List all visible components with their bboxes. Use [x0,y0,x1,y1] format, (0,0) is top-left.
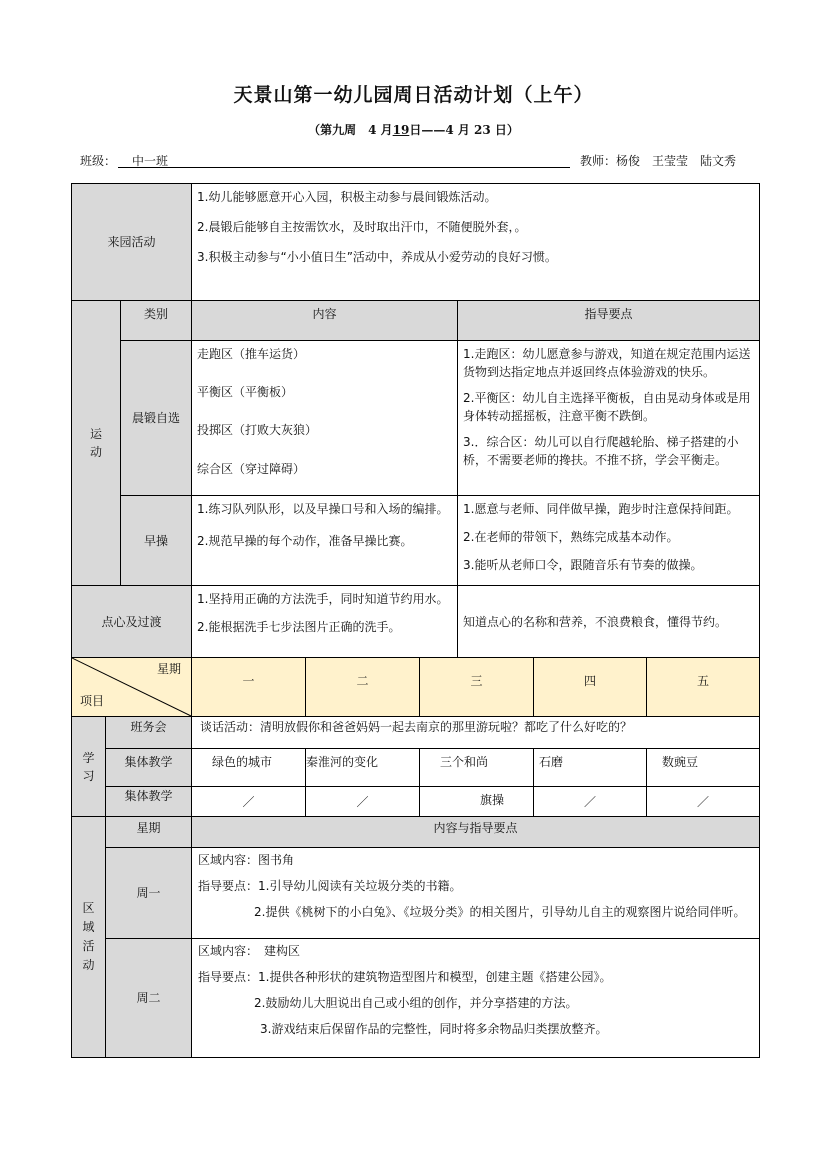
item-header: 项目 [80,694,105,708]
day-friday: 五 [647,658,760,717]
day-thursday: 四 [534,658,647,717]
snack-content [192,586,458,658]
morning-guide-item: 1.走跑区：幼儿愿意参与游戏，知道在规定范围内运送货物到达指定地点并返回终点体验游戏的快乐。 [463,347,751,379]
morning-content [192,341,458,496]
morning-guide-item: 2.平衡区：幼儿自主选择平衡板，自由晃动身体或是用身体转动摇摇板，注意平衡不跌倒。 [463,391,751,423]
study-label [72,717,106,817]
group-teaching-cell: 绿色的城市 [192,749,306,787]
weekday-header: 星期 [157,662,182,676]
plan-table [71,183,760,1058]
day-tuesday: 二 [306,658,420,717]
teacher-line [580,152,736,169]
morning-item: 投掷区（打败大灰狼） [197,423,318,438]
study-label-2: 习 [82,768,95,783]
day-wednesday: 三 [420,658,534,717]
area-monday-line: 2.提供《桃树下的小白兔》、《垃圾分类》的相关图片，引导幼儿自主的观察图片说给同伴听。 [254,905,746,919]
area-tuesday-line: 2.鼓励幼儿大胆说出自己或小组的创作，并分享搭建的方法。 [254,996,578,1010]
area-monday-label: 周一 [106,848,192,939]
group-teaching-label: 集体教学 [106,749,192,787]
area-monday-line: 指导要点：1.引导幼儿阅读有关垃圾分类的书籍。 [198,879,462,893]
exercise-item: 1.练习队列队形，以及早操口号和入场的编排。 [197,502,449,516]
class-label: 班级： [80,154,117,168]
area-tuesday-line: 指导要点：1.提供各种形状的建筑物造型图片和模型，创建主题《搭建公园》。 [198,970,612,984]
arrival-content [192,184,760,301]
morning-guide [458,341,760,496]
exercise-guide-item: 3.能听从老师口令，跟随音乐有节奏的做操。 [463,558,703,572]
area-content-header: 内容与指导要点 [192,817,760,848]
group-teaching-cell: 数豌豆 [647,749,760,787]
week-range-mid: 日——4 月 23 日） [409,123,519,137]
page-title: 天景山第一幼儿园周日活动计划（上午） [233,84,594,106]
group-teaching-cell: 三个和尚 [420,749,534,787]
day-monday: 一 [192,658,306,717]
arrival-item: 1.幼儿能够愿意开心入园，积极主动参与晨间锻炼活动。 [197,190,497,204]
teacher-names: 杨俊 王莹莹 陆文秀 [616,154,737,168]
morning-guide-item: 3.．综合区：幼儿可以自行爬越轮胎、梯子搭建的小桥，不需要老师的搀扶。不推不挤，学会平衡走。 [463,435,739,467]
exercise-guide [458,496,760,586]
week-range-open: （第九周 4 月 [308,123,393,137]
area-tuesday-content [192,939,760,1058]
study-label-1: 学 [82,750,95,765]
exercise-label: 早操 [121,496,192,586]
area-weekday-header: 星期 [106,817,192,848]
area-label [72,817,106,1058]
morning-item: 平衡区（平衡板） [197,385,294,400]
exercise-guide-item: 1.愿意与老师、同伴做早操，跑步时注意保持间距。 [463,502,739,516]
class-value: 中一班 [132,154,169,168]
group-teaching-cell: 秦淮河的变化 [306,749,420,787]
sport-guide-header: 指导要点 [458,301,760,341]
arrival-label: 来园活动 [72,184,192,301]
area-monday-line: 区域内容：图书角 [198,853,295,867]
sport-content-header: 内容 [192,301,458,341]
group-teaching-cell-2: ／ [306,787,420,817]
class-underline [118,167,570,168]
weekday-item-header [72,658,192,717]
group-teaching-cell-2: ／ [192,787,306,817]
snack-label: 点心及过渡 [72,586,192,658]
group-teaching-cell-2: 旗操 [420,787,534,817]
area-tuesday-label: 周二 [106,939,192,1058]
week-start-day: 19 [392,123,410,137]
sport-category-header: 类别 [121,301,192,341]
group-teaching-cell-2: ／ [647,787,760,817]
arrival-item: 2.晨锻后能够自主按需饮水，及时取出汗巾，不随便脱外套，。 [197,220,527,234]
week-range [0,121,827,138]
sport-label-2: 动 [89,445,102,459]
snack-guide: 知道点心的名称和营养，不浪费粮食，懂得节约。 [458,586,760,658]
group-teaching-cell-2: ／ [534,787,647,817]
morning-item: 走跑区（推车运货） [197,347,306,361]
area-label-char: 区 [82,900,95,915]
morning-exercise-label: 晨锻自选 [121,341,192,496]
class-meeting-label: 班务会 [106,717,192,749]
teacher-label: 教师： [580,154,617,168]
area-tuesday-line: 3.游戏结束后保留作品的完整性，同时将多余物品归类摆放整齐。 [260,1022,608,1036]
sport-label [72,301,121,586]
area-tuesday-line: 区域内容： 建构区 [198,944,301,958]
class-line [80,152,570,168]
area-label-char: 动 [82,958,95,973]
class-meeting-content: 谈话活动：清明放假你和爸爸妈妈一起去南京的那里游玩啦？都吃了什么好吃的？ [192,717,760,749]
sport-label-1: 运 [89,427,102,441]
arrival-item: 3.积极主动参与“小小值日生”活动中，养成从小爱劳动的良好习惯。 [197,250,557,264]
exercise-content [192,496,458,586]
group-teaching-cell: 石磨 [534,749,647,787]
snack-item: 1.坚持用正确的方法洗手，同时知道节约用水。 [197,592,449,606]
exercise-item: 2.规范早操的每个动作，准备早操比赛。 [197,534,413,548]
morning-item: 综合区（穿过障碍） [197,461,306,476]
exercise-guide-item: 2.在老师的带领下，熟练完成基本动作。 [463,530,679,544]
snack-item: 2.能根据洗手七步法图片正确的洗手。 [197,620,401,634]
area-label-char: 域 [82,919,95,934]
group-teaching-label-2: 集体教学 [106,787,192,817]
area-label-char: 活 [82,939,95,953]
area-monday-content [192,848,760,939]
